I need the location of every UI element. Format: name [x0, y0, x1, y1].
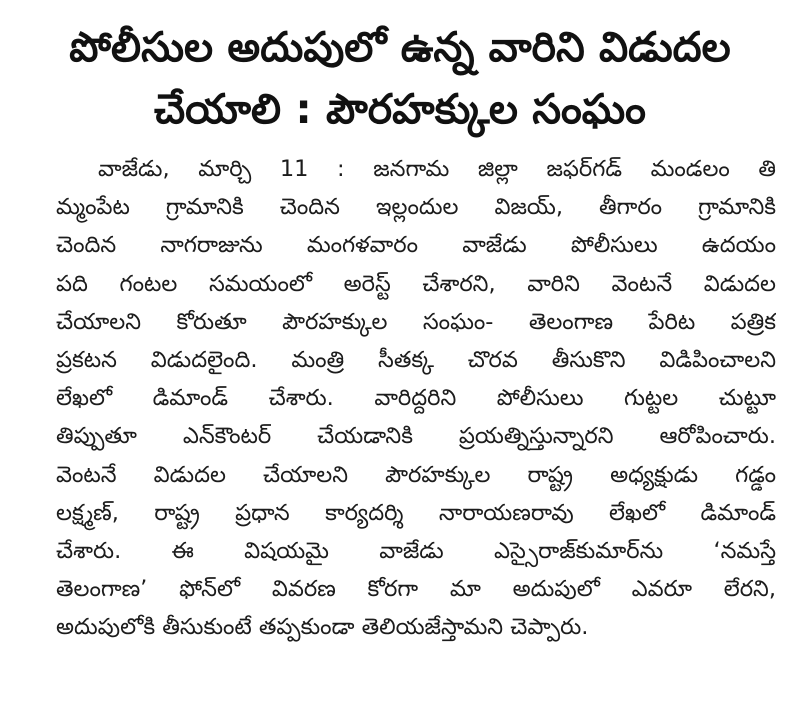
- article-line: చేశారు. ఈ విషయమై వాజేడు ఎస్సైరాజ్‌కుమార్‌ను ‘నమస్తే: [56, 537, 776, 564]
- article-line: లక్ష్మణ్, రాష్ట్ర ప్రధాన కార్యదర్శి నారాయణరావు లేఖలో డిమాండ్: [56, 499, 776, 526]
- article-line: పది గంటల సమయంలో అరెస్ట్ చేశారని, వారిని వెంటనే విడుదల: [56, 270, 776, 297]
- clipped-next-article-text: [56, 706, 776, 719]
- article-line: చెందిన నాగరాజును మంగళవారం వాజేడు పోలీసులు ఉదయం: [56, 232, 776, 259]
- article-line: అదుపులోకి తీసుకుంటే తప్పకుండా తెలియజేస్తామని చెప్పారు.: [56, 614, 589, 641]
- clipped-previous-article-text: [36, 0, 776, 8]
- headline-line-2: చేయాలి : పౌరహక్కుల సంఘం: [154, 85, 646, 133]
- article-line: లేఖలో డిమాండ్ చేశారు. వారిద్దరిని పోలీసులు గుట్టల చుట్టూ: [56, 385, 776, 412]
- article-body: [56, 150, 776, 646]
- article-headline: [20, 16, 780, 140]
- article-line: మ్మంపేట గ్రామానికి చెందిన ఇల్లందుల విజయ్, తీగారం గ్రామానికి: [56, 194, 776, 221]
- article-line: చేయాలని కోరుతూ పౌరహక్కుల సంఘం- తెలంగాణ పేరిట పత్రిక: [56, 308, 776, 335]
- article-line: వాజేడు, మార్చి 11 : జనగామ జిల్లా జఫర్‌గడ్ మండలం తి: [98, 156, 776, 182]
- headline-line-1: పోలీసుల అదుపులో ఉన్న వారిని విడుదల: [69, 23, 731, 71]
- article-line: తిప్పుతూ ఎన్‌కౌంటర్ చేయడానికి ప్రయత్నిస్తున్నారని ఆరోపించారు.: [56, 423, 776, 450]
- article-line: తెలంగాణ’ ఫోన్‌లో వివరణ కోరగా మా అదుపులో ఎవరూ లేరని,: [56, 576, 776, 603]
- article-line: ప్రకటన విడుదలైంది. మంత్రి సీతక్క చొరవ తీసుకొని విడిపించాలని: [56, 346, 776, 373]
- article-line: వెంటనే విడుదల చేయాలని పౌరహక్కుల రాష్ట్ర అధ్యక్షుడు గడ్డం: [56, 461, 776, 488]
